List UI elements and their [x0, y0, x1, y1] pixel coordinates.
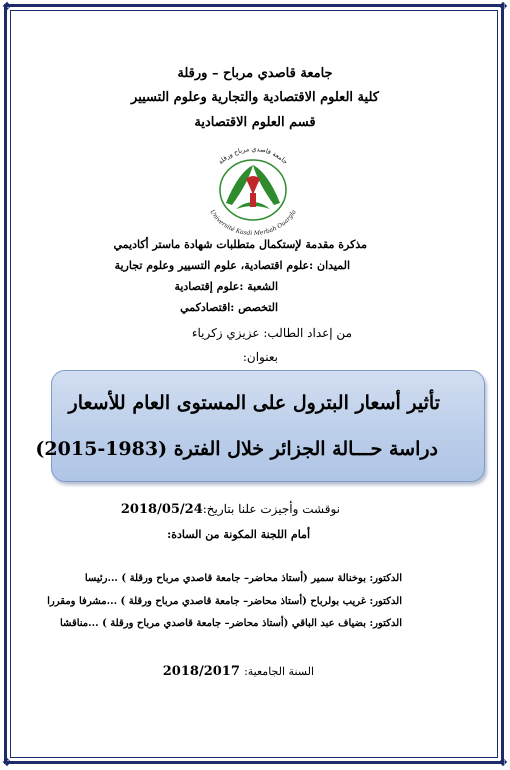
logo-latin-text: Université Kasdi Merbah Ouargla	[208, 208, 298, 235]
titled-label: بعنوان:	[242, 350, 278, 364]
prepared-by: من إعداد الطالب: عزيزي زكرياء	[191, 326, 352, 340]
corner-ornament-icon: ✥	[498, 0, 508, 13]
corner-ornament-icon: ✥	[2, 756, 12, 769]
thesis-field: الميدان :علوم اقتصادية، علوم التسيير وعلوم تجارية	[114, 259, 350, 272]
academic-year-value: 2018/2017	[162, 664, 240, 679]
university-name: جامعة قاصدي مرباح – ورقلة	[177, 66, 333, 81]
thesis-title-line1: تأثير أسعار البترول على المستوى العام للأسعار	[68, 392, 440, 414]
defense-date: 2018/05/24	[120, 502, 203, 517]
faculty-name: كلية العلوم الاقتصادية والتجارية وعلوم التسيير	[131, 90, 379, 105]
defense-date-label: نوقشت وأجيزت علنا بتاريخ:	[202, 502, 340, 516]
defense-date-line	[121, 502, 340, 517]
thesis-purpose: مذكرة مقدمة لإستكمال متطلبات شهادة ماستر أكاديمي	[113, 238, 367, 251]
academic-year-label: السنة الجامعية:	[244, 665, 314, 678]
committee-member-2: الدكتور: غريب بولرباح (أستاذ محاضر– جامعة قاصدي مرباح ورقلة ) ...مشرفا ومقررا	[47, 596, 402, 607]
thesis-title-line2: دراسة حـــالة الجزائر خلال الفترة (1983-2015)	[35, 438, 438, 460]
thesis-branch: الشعبة :علوم إقتصادية	[174, 280, 278, 293]
logo-arabic-text: جامعة قاصدي مرباح ورقلة	[216, 144, 290, 166]
university-logo	[188, 143, 318, 235]
thesis-title-box	[51, 370, 485, 482]
committee-label: أمام اللجنة المكونة من السادة:	[167, 528, 310, 541]
committee-member-1: الدكتور: بوخنالة سمير (أستاذ محاضر– جامعة قاصدي مرباح ورقلة ) ...رئيسا	[84, 573, 402, 584]
committee-member-3: الدكتور: بضياف عبد الباقي (أستاذ محاضر– جامعة قاصدي مرباح ورقلة ) ...مناقشا	[59, 618, 402, 629]
thesis-specialty: التخصص :اقتصادكمي	[180, 301, 278, 314]
department-name: قسم العلوم الاقتصادية	[194, 115, 316, 130]
corner-ornament-icon: ✥	[2, 0, 12, 13]
corner-ornament-icon: ✥	[498, 756, 508, 769]
academic-year-line	[163, 664, 314, 679]
